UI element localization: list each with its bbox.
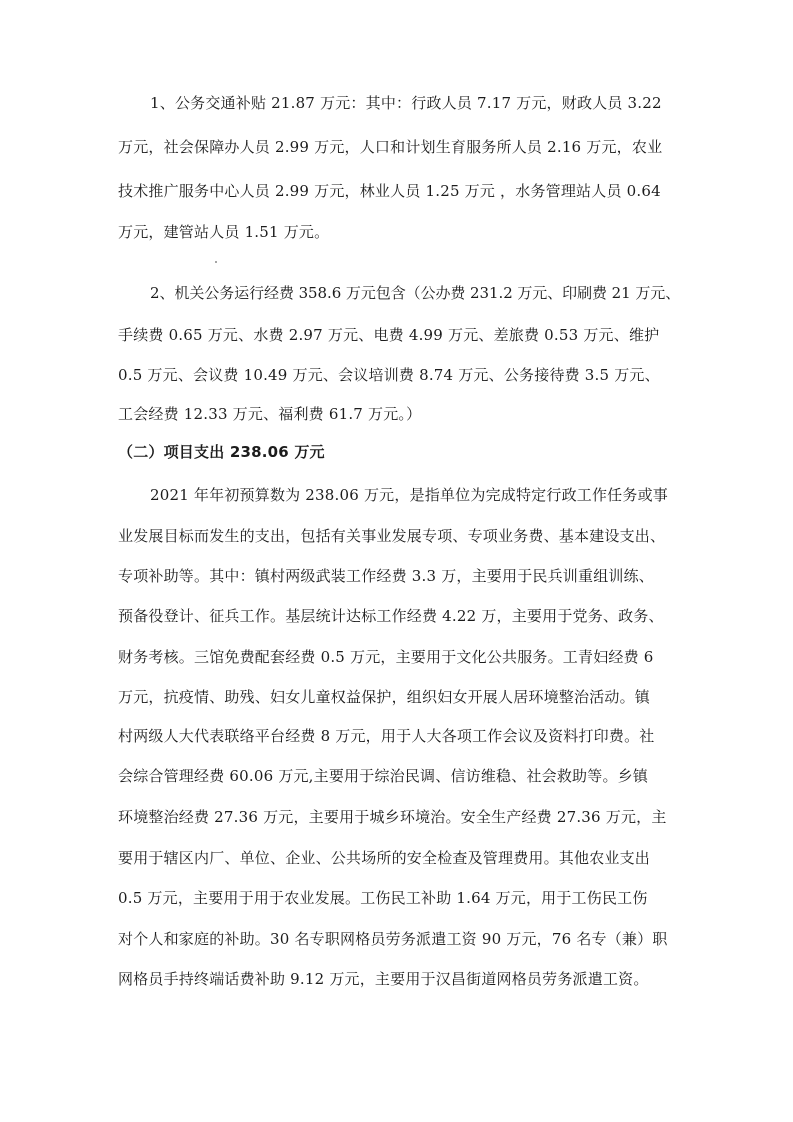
section-line-4: 预备役登计、征兵工作。基层统计达标工作经费 4.22 万，主要用于党务、政务、: [118, 607, 664, 625]
para2-line-3: 0.5 万元、会议费 10.49 万元、会议培训费 8.74 万元、公务接待费 3.5 万元、: [118, 366, 660, 384]
para2-line-2: 手续费 0.65 万元、水费 2.97 万元、电费 4.99 万元、差旅费 0.53 万元、维护: [118, 326, 660, 344]
section-line-10: 要用于辖区内厂、单位、企业、公共场所的安全检查及管理费用。其他农业支出: [118, 849, 651, 867]
para1-line-2: 万元，社会保障办人员 2.99 万元，人口和计划生育服务所人员 2.16 万元，农业: [118, 138, 663, 156]
section-line-12: 对个人和家庭的补助。30 名专职网格员劳务派遣工资 90 万元，76 名专（兼）职: [118, 930, 668, 948]
section-line-6: 万元，抗疫情、助残、妇女儿童权益保护，组织妇女开展人居环境整治活动。镇: [118, 688, 651, 706]
section-line-9: 环境整治经费 27.36 万元，主要用于城乡环境治。安全生产经费 27.36 万元，主: [118, 808, 667, 826]
para1-line-4: 万元，建管站人员 1.51 万元。: [118, 223, 330, 241]
section-line-1: 2021 年年初预算数为 238.06 万元，是指单位为完成特定行政工作任务或事: [150, 486, 668, 504]
section-line-13: 网格员手持终端话费补助 9.12 万元，主要用于汉昌街道网格员劳务派遣工资。: [118, 970, 649, 988]
section-heading: （二）项目支出 238.06 万元: [118, 443, 325, 461]
para1-line-1: 1、公务交通补贴 21.87 万元：其中：行政人员 7.17 万元，财政人员 3.22: [150, 94, 662, 112]
section-line-11: 0.5 万元，主要用于用于农业发展。工伤民工补助 1.64 万元，用于工伤民工伤: [118, 889, 648, 907]
section-line-3: 专项补助等。其中：镇村两级武装工作经费 3.3 万，主要用于民兵训重组训练、: [118, 567, 654, 585]
section-line-2: 业发展目标而发生的支出，包括有关事业发展专项、专项业务费、基本建设支出、: [118, 527, 666, 545]
section-line-8: 会综合管理经费 60.06 万元,主要用于综治民调、信访维稳、社会救助等。乡镇: [118, 767, 649, 785]
scan-speck: [215, 261, 217, 263]
section-line-5: 财务考核。三馆免费配套经费 0.5 万元，主要用于文化公共服务。工青妇经费 6: [118, 648, 654, 666]
para2-line-1: 2、机关公务运行经费 358.6 万元包含（公办费 231.2 万元、印刷费 21 万元、: [150, 284, 681, 302]
para2-line-4: 工会经费 12.33 万元、福利费 61.7 万元。）: [118, 405, 422, 423]
section-line-7: 村两级人大代表联络平台经费 8 万元，用于人大各项工作会议及资料打印费。社: [118, 727, 655, 745]
para1-line-3: 技术推广服务中心人员 2.99 万元，林业人员 1.25 万元 ，水务管理站人员 0.64: [118, 182, 661, 200]
